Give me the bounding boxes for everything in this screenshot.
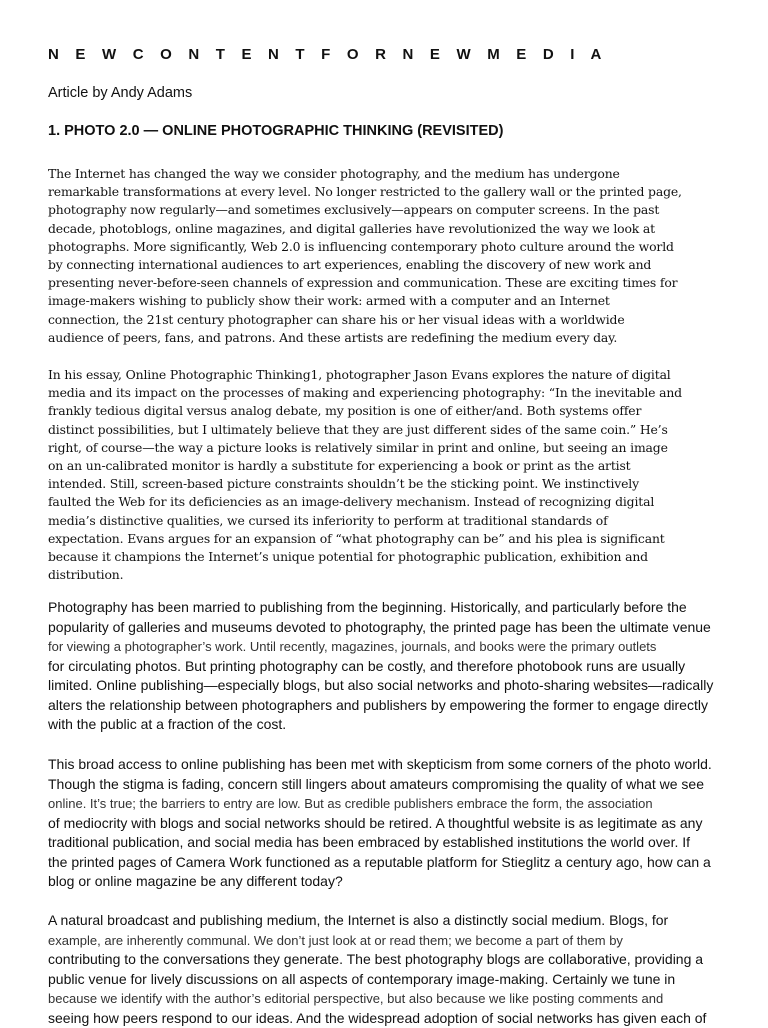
text-line: frankly tedious digital versus analog debate, my position is one of either/and. Both systems offer bbox=[48, 402, 728, 420]
text-line: traditional publication, and social media has been embraced by established institutions the world over. If bbox=[48, 833, 728, 853]
text-line: The Internet has changed the way we consider photography, and the medium has undergone bbox=[48, 165, 728, 183]
text-line: photography now regularly—and sometimes exclusively—appears on computer screens. In the past bbox=[48, 201, 728, 219]
paragraph-1 bbox=[48, 165, 728, 347]
text-line: right, of course—the way a picture looks is relatively similar in print and online, but seeing an image bbox=[48, 439, 728, 457]
paragraph-5 bbox=[48, 911, 728, 1028]
text-line: popularity of galleries and museums devoted to photography, the printed page has been the ultimate venue bbox=[48, 618, 728, 638]
paragraph-3 bbox=[48, 598, 728, 735]
text-line: faulted the Web for its deficiencies as an image-delivery mechanism. Instead of recognizing digital bbox=[48, 493, 728, 511]
text-line: decade, photoblogs, online magazines, and digital galleries have revolutionized the way we look at bbox=[48, 220, 728, 238]
text-line: This broad access to online publishing has been met with skepticism from some corners of the photo world. bbox=[48, 755, 728, 775]
text-line: Photography has been married to publishing from the beginning. Historically, and particularly before the bbox=[48, 598, 728, 618]
text-line: public venue for lively discussions on all aspects of contemporary image-making. Certainly we tune in bbox=[48, 970, 728, 990]
text-line: In his essay, Online Photographic Thinking1, photographer Jason Evans explores the nature of digital bbox=[48, 366, 728, 384]
text-line: A natural broadcast and publishing medium, the Internet is also a distinctly social medium. Blogs, for bbox=[48, 911, 728, 931]
text-line: remarkable transformations at every level. No longer restricted to the gallery wall or the printed page, bbox=[48, 183, 728, 201]
text-line: by connecting international audiences to art experiences, enabling the discovery of new work and bbox=[48, 256, 728, 274]
text-line: online. It’s true; the barriers to entry are low. But as credible publishers embrace the form, the association bbox=[48, 794, 728, 814]
text-line: limited. Online publishing—especially blogs, but also social networks and photo-sharing websites—radically bbox=[48, 676, 728, 696]
text-line: expectation. Evans argues for an expansion of “what photography can be” and his plea is significant bbox=[48, 530, 728, 548]
text-line: connection, the 21st century photographer can share his or her visual ideas with a worldwide bbox=[48, 311, 728, 329]
text-line: the printed pages of Camera Work functioned as a reputable platform for Stieglitz a century ago, how can a bbox=[48, 853, 728, 873]
text-line: blog or online magazine be any different today? bbox=[48, 872, 728, 892]
text-line: distinct possibilities, but I ultimately believe that they are just different sides of the same coin.” He’s bbox=[48, 421, 728, 439]
text-line: contributing to the conversations they generate. The best photography blogs are collaborative, providing a bbox=[48, 950, 728, 970]
paragraph-4 bbox=[48, 755, 728, 892]
text-line: for circulating photos. But printing photography can be costly, and therefore photobook runs are usually bbox=[48, 657, 728, 677]
text-line: of mediocrity with blogs and social networks should be retired. A thoughtful website is as legitimate as any bbox=[48, 814, 728, 834]
text-line: on an un-calibrated monitor is hardly a substitute for experiencing a book or print as the artist bbox=[48, 457, 728, 475]
text-line: with the public at a fraction of the cost. bbox=[48, 715, 728, 735]
text-line: because it champions the Internet’s unique potential for photographic publication, exhibition and bbox=[48, 548, 728, 566]
text-line: media and its impact on the processes of making and experiencing photography: “In the inevitable and bbox=[48, 384, 728, 402]
text-line: because we identify with the author’s editorial perspective, but also because we like posting comments and bbox=[48, 989, 728, 1009]
text-line: for viewing a photographer’s work. Until recently, magazines, journals, and books were the primary outlets bbox=[48, 637, 728, 657]
text-line: alters the relationship between photographers and publishers by empowering the former to engage directly bbox=[48, 696, 728, 716]
text-line: Though the stigma is fading, concern still lingers about amateurs compromising the quality of what we see bbox=[48, 775, 728, 795]
text-line: seeing how peers respond to our ideas. And the widespread adoption of social networks has given each of bbox=[48, 1009, 728, 1028]
text-line: distribution. bbox=[48, 566, 728, 584]
text-line: intended. Still, screen-based picture constraints shouldn’t be the sticking point. We instinctively bbox=[48, 475, 728, 493]
article-byline: Article by Andy Adams bbox=[48, 85, 192, 101]
text-line: image-makers wishing to publicly show their work: armed with a computer and an Internet bbox=[48, 292, 728, 310]
text-line: audience of peers, fans, and patrons. And these artists are redefining the medium every day. bbox=[48, 329, 728, 347]
text-line: photographs. More significantly, Web 2.0 is influencing contemporary photo culture around the world bbox=[48, 238, 728, 256]
section-heading: 1. PHOTO 2.0 — ONLINE PHOTOGRAPHIC THINKING (REVISITED) bbox=[48, 123, 503, 139]
text-line: example, are inherently communal. We don’t just look at or read them; we become a part of them by bbox=[48, 931, 728, 951]
paragraph-2 bbox=[48, 366, 728, 584]
page-title: N E W C O N T E N T F O R N E W M E D I A bbox=[48, 46, 607, 63]
text-line: presenting never-before-seen channels of expression and communication. These are exciting times for bbox=[48, 274, 728, 292]
text-line: media’s distinctive qualities, we cursed its inferiority to perform at traditional standards of bbox=[48, 512, 728, 530]
